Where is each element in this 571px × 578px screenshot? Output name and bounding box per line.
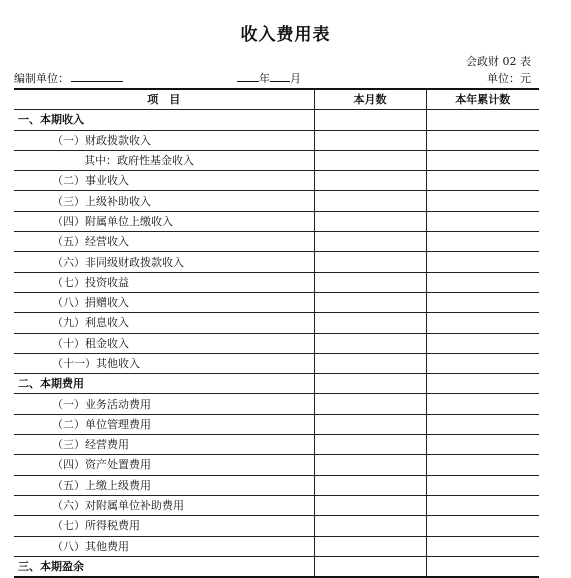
year-to-date-cell[interactable]	[426, 374, 539, 394]
table-row	[14, 272, 539, 292]
current-month-cell[interactable]	[314, 171, 426, 191]
current-month-cell[interactable]	[314, 333, 426, 353]
current-month-cell[interactable]	[314, 435, 426, 455]
item-label: （十一）其他收入	[14, 353, 314, 373]
table-row	[14, 252, 539, 272]
item-label: （八）捐赠收入	[14, 292, 314, 312]
table-row	[14, 475, 539, 495]
item-label: （一）财政拨款收入	[14, 130, 314, 150]
section-label: 一、本期收入	[14, 110, 314, 130]
year-to-date-cell[interactable]	[426, 150, 539, 170]
header-year-to-date: 本年累计数	[426, 89, 539, 110]
current-month-cell[interactable]	[314, 150, 426, 170]
form-code: 会政财 02 表	[466, 55, 531, 68]
year-label: 年	[259, 72, 270, 85]
item-label: （五）上缴上级费用	[14, 475, 314, 495]
year-to-date-cell[interactable]	[426, 272, 539, 292]
year-to-date-cell[interactable]	[426, 130, 539, 150]
year-to-date-cell[interactable]	[426, 252, 539, 272]
statement-table	[14, 88, 539, 578]
year-to-date-cell[interactable]	[426, 394, 539, 414]
year-to-date-cell[interactable]	[426, 556, 539, 577]
table-row	[14, 435, 539, 455]
table-row	[14, 536, 539, 556]
table-row	[14, 171, 539, 191]
table-row	[14, 110, 539, 130]
item-label: （八）其他费用	[14, 536, 314, 556]
year-to-date-cell[interactable]	[426, 536, 539, 556]
year-to-date-cell[interactable]	[426, 475, 539, 495]
table-row	[14, 211, 539, 231]
table-row	[14, 191, 539, 211]
current-month-cell[interactable]	[314, 232, 426, 252]
table-row	[14, 150, 539, 170]
year-to-date-cell[interactable]	[426, 516, 539, 536]
table-row	[14, 333, 539, 353]
item-label: （二）单位管理费用	[14, 414, 314, 434]
header-current-month: 本月数	[314, 89, 426, 110]
year-to-date-cell[interactable]	[426, 333, 539, 353]
item-label: （七）所得税费用	[14, 516, 314, 536]
year-to-date-cell[interactable]	[426, 455, 539, 475]
reporting-unit	[14, 70, 123, 86]
item-label: （二）事业收入	[14, 171, 314, 191]
table-header-row	[14, 89, 539, 110]
year-to-date-cell[interactable]	[426, 232, 539, 252]
current-month-cell[interactable]	[314, 556, 426, 577]
table-row	[14, 374, 539, 394]
year-to-date-cell[interactable]	[426, 110, 539, 130]
current-month-cell[interactable]	[314, 191, 426, 211]
year-to-date-cell[interactable]	[426, 191, 539, 211]
table-row	[14, 556, 539, 577]
table-row	[14, 232, 539, 252]
year-blank	[237, 71, 259, 82]
table-row	[14, 394, 539, 414]
current-month-cell[interactable]	[314, 394, 426, 414]
item-label: 其中：政府性基金收入	[14, 150, 314, 170]
item-label: （三）经营费用	[14, 435, 314, 455]
table-row	[14, 292, 539, 312]
current-month-cell[interactable]	[314, 455, 426, 475]
current-month-cell[interactable]	[314, 130, 426, 150]
item-label: （四）附属单位上缴收入	[14, 211, 314, 231]
item-label: （六）对附属单位补助费用	[14, 495, 314, 515]
year-to-date-cell[interactable]	[426, 313, 539, 333]
item-label: （六）非同级财政拨款收入	[14, 252, 314, 272]
current-month-cell[interactable]	[314, 374, 426, 394]
reporting-unit-blank	[71, 71, 123, 82]
currency-unit: 单位：元	[487, 72, 531, 85]
current-month-cell[interactable]	[314, 495, 426, 515]
current-month-cell[interactable]	[314, 414, 426, 434]
current-month-cell[interactable]	[314, 353, 426, 373]
table-row	[14, 313, 539, 333]
current-month-cell[interactable]	[314, 313, 426, 333]
period	[237, 70, 301, 86]
header-item: 项 目	[14, 89, 314, 110]
item-label: （九）利息收入	[14, 313, 314, 333]
item-label: （三）上级补助收入	[14, 191, 314, 211]
item-label: （五）经营收入	[14, 232, 314, 252]
table-row	[14, 455, 539, 475]
current-month-cell[interactable]	[314, 536, 426, 556]
table-row	[14, 516, 539, 536]
item-label: （七）投资收益	[14, 272, 314, 292]
year-to-date-cell[interactable]	[426, 414, 539, 434]
month-label: 月	[290, 72, 301, 85]
section-label: 三、本期盈余	[14, 556, 314, 577]
current-month-cell[interactable]	[314, 252, 426, 272]
table-row	[14, 130, 539, 150]
current-month-cell[interactable]	[314, 292, 426, 312]
year-to-date-cell[interactable]	[426, 495, 539, 515]
current-month-cell[interactable]	[314, 516, 426, 536]
current-month-cell[interactable]	[314, 211, 426, 231]
table-row	[14, 414, 539, 434]
item-label: （四）资产处置费用	[14, 455, 314, 475]
year-to-date-cell[interactable]	[426, 211, 539, 231]
page-title: 收入费用表	[240, 25, 331, 45]
year-to-date-cell[interactable]	[426, 292, 539, 312]
current-month-cell[interactable]	[314, 272, 426, 292]
year-to-date-cell[interactable]	[426, 353, 539, 373]
year-to-date-cell[interactable]	[426, 435, 539, 455]
table-row	[14, 495, 539, 515]
section-label: 二、本期费用	[14, 374, 314, 394]
item-label: （一）业务活动费用	[14, 394, 314, 414]
table-row	[14, 353, 539, 373]
reporting-unit-label: 编制单位：	[14, 72, 69, 85]
current-month-cell[interactable]	[314, 110, 426, 130]
year-to-date-cell[interactable]	[426, 171, 539, 191]
item-label: （十）租金收入	[14, 333, 314, 353]
current-month-cell[interactable]	[314, 475, 426, 495]
month-blank	[270, 71, 290, 82]
